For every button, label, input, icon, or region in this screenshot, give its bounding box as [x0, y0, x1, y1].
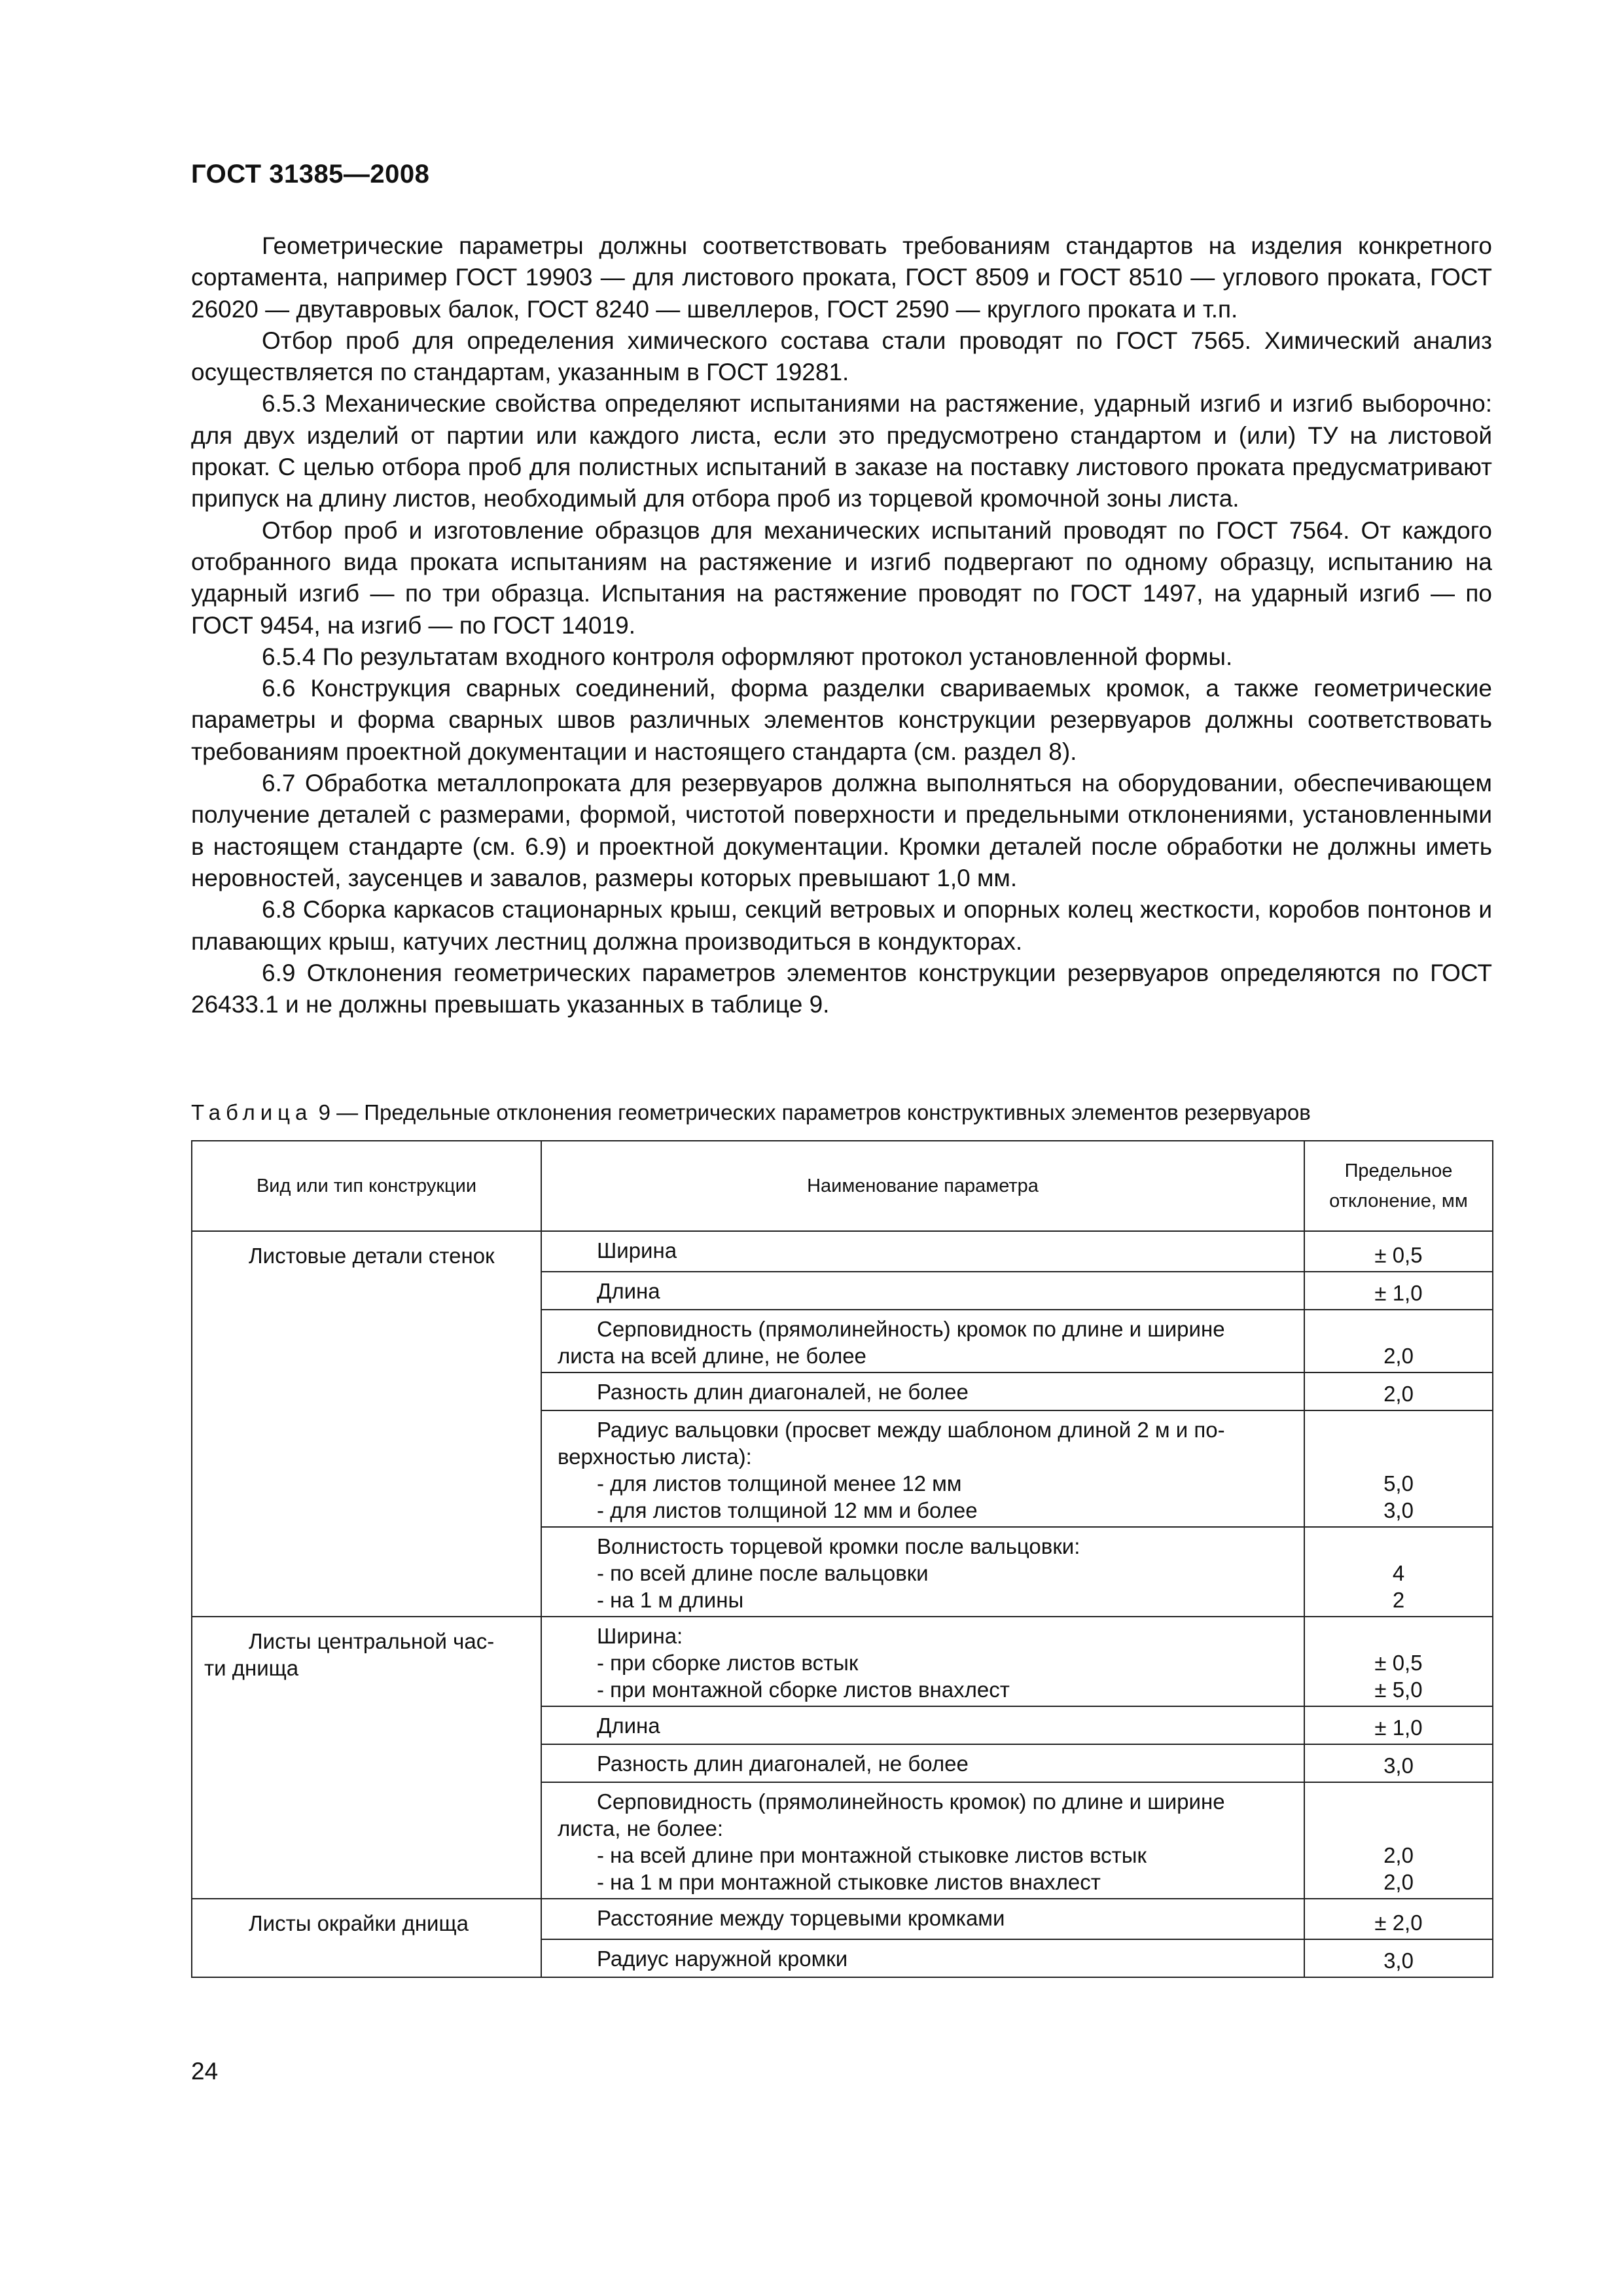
table-caption-text: — Предельные отклонения геометрических параметров конструктивных элементов резервуаров	[330, 1100, 1311, 1124]
parameter-cell: Длина	[541, 1706, 1304, 1744]
paragraph: 6.6 Конструкция сварных соединений, форма разделки свариваемых кромок, а также геометрические параметры и форма сварных швов различных элементов конструкции резервуаров должны соответствовать требованиям проектной документации и настоящего стандарта (см. раздел 8).	[191, 675, 1492, 765]
construction-type-cell: Листовые детали стенок	[192, 1231, 541, 1272]
table-row	[192, 1527, 1493, 1617]
construction-type-cell	[192, 1782, 541, 1899]
table-caption-label: Таблица	[191, 1100, 313, 1124]
deviation-cell: 2,0 2,0	[1304, 1782, 1493, 1899]
construction-type-cell	[192, 1527, 541, 1617]
table-row	[192, 1899, 1493, 1939]
construction-type-cell: Листы окрайки днища	[192, 1899, 541, 1939]
parameter-cell: Разность длин диагоналей, не более	[541, 1372, 1304, 1410]
header-param: Наименование параметра	[541, 1141, 1304, 1231]
deviation-cell: 2,0	[1304, 1372, 1493, 1410]
parameter-cell: Разность длин диагоналей, не более	[541, 1744, 1304, 1782]
construction-type-cell	[192, 1706, 541, 1744]
paragraph: Отбор проб и изготовление образцов для механических испытаний проводят по ГОСТ 7564. От каждого отобранного вида проката испытаниям на растяжение и изгиб подвергают по одному образцу, испытанию на ударный изгиб — по три образца. Испытания на растяжение проводят по ГОСТ 1497, на ударный изгиб — по ГОСТ 9454, на изгиб — по ГОСТ 14019.	[191, 516, 1492, 639]
parameter-cell: Ширина: - при сборке листов встык - при монтажной сборке листов внахлест	[541, 1617, 1304, 1706]
header-type: Вид или тип конструкции	[192, 1141, 541, 1231]
construction-type-cell: Листы центральной час- ти днища	[192, 1617, 541, 1706]
parameter-cell: Волнистость торцевой кромки после вальцовки: - по всей длине после вальцовки - на 1 м длины	[541, 1527, 1304, 1617]
table-caption	[191, 1098, 1492, 1127]
paragraph: 6.5.3 Механические свойства определяют испытаниями на растяжение, ударный изгиб и изгиб выборочно: для двух изделий от партии или каждого листа, если это предусмотрено стандартом и (или) ТУ на листовой прокат. С целью отбора проб для полистных испытаний в заказе на поставку листового проката предусматривают припуск на длину листов, необходимый для отбора проб из торцевой кромочной зоны листа.	[191, 390, 1492, 512]
table-row	[192, 1706, 1493, 1744]
table-row	[192, 1231, 1493, 1272]
construction-type-cell	[192, 1372, 541, 1410]
table-header-row	[192, 1141, 1493, 1231]
deviation-table	[191, 1140, 1493, 1978]
table-row	[192, 1744, 1493, 1782]
table-row	[192, 1372, 1493, 1410]
deviation-cell: ± 0,5 ± 5,0	[1304, 1617, 1493, 1706]
table-row	[192, 1939, 1493, 1977]
construction-type-cell	[192, 1272, 541, 1310]
deviation-cell: 3,0	[1304, 1744, 1493, 1782]
table-row	[192, 1310, 1493, 1372]
parameter-cell: Радиус вальцовки (просвет между шаблоном длиной 2 м и по- верхностью листа): - для листов толщиной менее 12 мм - для листов толщиной 12 мм и более	[541, 1410, 1304, 1527]
parameter-cell: Серповидность (прямолинейность) кромок по длине и ширине листа на всей длине, не более	[541, 1310, 1304, 1372]
paragraph: 6.7 Обработка металлопроката для резервуаров должна выполняться на оборудовании, обеспечивающем получение деталей с размерами, формой, чистотой поверхности и предельными отклонениями, установленными в настоящем стандарте (см. 6.9) и проектной документации. Кромки деталей после обработки не должны иметь неровностей, заусенцев и завалов, размеры которых превышают 1,0 мм.	[191, 770, 1492, 891]
document-header: ГОСТ 31385—2008	[191, 160, 430, 188]
deviation-cell: 5,0 3,0	[1304, 1410, 1493, 1527]
paragraph: 6.5.4 По результатам входного контроля оформляют протокол установленной формы.	[262, 643, 1233, 670]
deviation-cell: ± 2,0	[1304, 1899, 1493, 1939]
deviation-cell: ± 1,0	[1304, 1706, 1493, 1744]
table-row	[192, 1617, 1493, 1706]
deviation-cell: ± 0,5	[1304, 1231, 1493, 1272]
construction-type-cell	[192, 1744, 541, 1782]
paragraph: Геометрические параметры должны соответствовать требованиям стандартов на изделия конкретного сортамента, например ГОСТ 19903 — для листового проката, ГОСТ 8509 и ГОСТ 8510 — углового проката, ГОСТ 26020 — двутавровых балок, ГОСТ 8240 — швеллеров, ГОСТ 2590 — круглого проката и т.п.	[191, 232, 1492, 323]
table-row	[192, 1410, 1493, 1527]
table-row	[192, 1272, 1493, 1310]
construction-type-cell	[192, 1410, 541, 1527]
paragraph: 6.9 Отклонения геометрических параметров элементов конструкции резервуаров определяются по ГОСТ 26433.1 и не должны превышать указанных в таблице 9.	[191, 959, 1492, 1018]
deviation-cell: 2,0	[1304, 1310, 1493, 1372]
deviation-cell: ± 1,0	[1304, 1272, 1493, 1310]
table-row	[192, 1782, 1493, 1899]
table-caption-number: 9	[318, 1100, 330, 1124]
parameter-cell: Расстояние между торцевыми кромками	[541, 1899, 1304, 1939]
body-text	[191, 230, 1492, 1020]
deviation-cell: 4 2	[1304, 1527, 1493, 1617]
paragraph: 6.8 Сборка каркасов стационарных крыш, секций ветровых и опорных колец жесткости, коробов понтонов и плавающих крыш, катучих лестниц должна производиться в кондукторах.	[191, 896, 1492, 955]
deviation-cell: 3,0	[1304, 1939, 1493, 1977]
construction-type-cell	[192, 1939, 541, 1977]
header-deviation: Предельное отклонение, мм	[1304, 1141, 1493, 1231]
parameter-cell: Серповидность (прямолинейность кромок) по длине и ширине листа, не более: - на всей длине при монтажной стыковке листов встык - на 1 м при монтажной стыковке листов внахлест	[541, 1782, 1304, 1899]
paragraph: Отбор проб для определения химического состава стали проводят по ГОСТ 7565. Химический анализ осуществляется по стандартам, указанным в ГОСТ 19281.	[191, 327, 1492, 386]
construction-type-cell	[192, 1310, 541, 1372]
parameter-cell: Длина	[541, 1272, 1304, 1310]
parameter-cell: Ширина	[541, 1231, 1304, 1272]
parameter-cell: Радиус наружной кромки	[541, 1939, 1304, 1977]
page-number: 24	[191, 2058, 219, 2085]
